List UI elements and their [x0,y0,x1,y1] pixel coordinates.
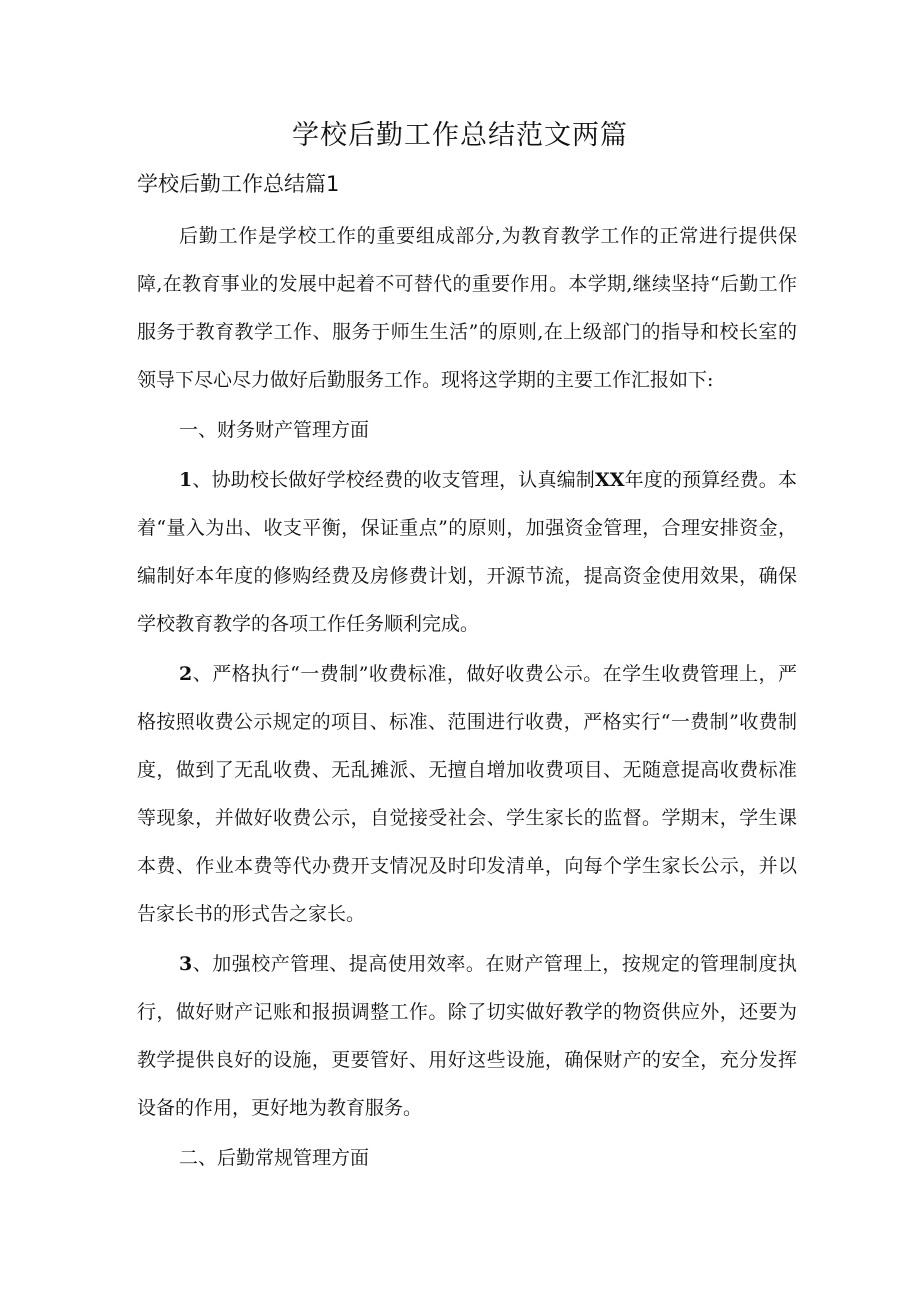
intro-paragraph: 后勤工作是学校工作的重要组成部分,为教育教学工作的正常进行提供保障,在教育事业的发展中起着不可替代的重要作用。本学期,继续坚持“后勤工作服务于教育教学工作、服务于师生生活”的原则,在上级部门的指导和校长室的领导下尽心尽力做好后勤服务工作。现将这学期的主要工作汇报如下: [137,225,797,391]
item-3-text: 、加强校产管理、提高使用效率。在财产管理上，按规定的管理制度执行，做好财产记账和报损调整工作。除了切实做好教学的物资供应外，还要为教学提供良好的设施，更要管好、用好这些设施，确保财产的安全，充分发挥设备的作用，更好地为教育服务。 [137,953,797,1119]
item-2-text: 、严格执行“一费制”收费标准，做好收费公示。在学生收费管理上，严格按照收费公示规定的项目、标准、范围进行收费，严格实行“一费制”收费制度，做到了无乱收费、无乱摊派、无擅自增加收费项目、无随意提高收费标准等现象，并做好收费公示，自觉接受社会、学生家长的监督。学期末，学生课本费、作业本费等代办费开支情况及时印发清单，向每个学生家长公示，并以告家长书的形式告之家长。 [137,663,797,925]
item-1-text-after: 年度的预算经费。本着“量入为出、收支平衡，保证重点”的原则，加强资金管理，合理安排资金，编制好本年度的修购经费及房修费计划，开源节流，提高资金使用效果，确保学校教育教学的各项工作任务顺利完成。 [137,469,797,635]
document-body [137,212,797,1184]
item-1-text-before: 、协助校长做好学校经费的收支管理，认真编制 [192,469,595,491]
heading-logistics: 二、后勤常规管理方面 [179,1147,370,1169]
item-1-year: XX [594,469,625,491]
item-3-paragraph [137,940,797,1132]
heading-finance: 一、财务财产管理方面 [179,419,370,441]
item-2-paragraph [137,650,797,938]
section-title: 学校后勤工作总结篇1 [137,172,340,196]
item-2-number: 2 [179,663,193,685]
document-title: 学校后勤工作总结范文两篇 [292,120,628,151]
item-1-number: 1 [179,469,193,491]
item-3-number: 3 [179,953,193,975]
item-1-paragraph [137,456,797,648]
